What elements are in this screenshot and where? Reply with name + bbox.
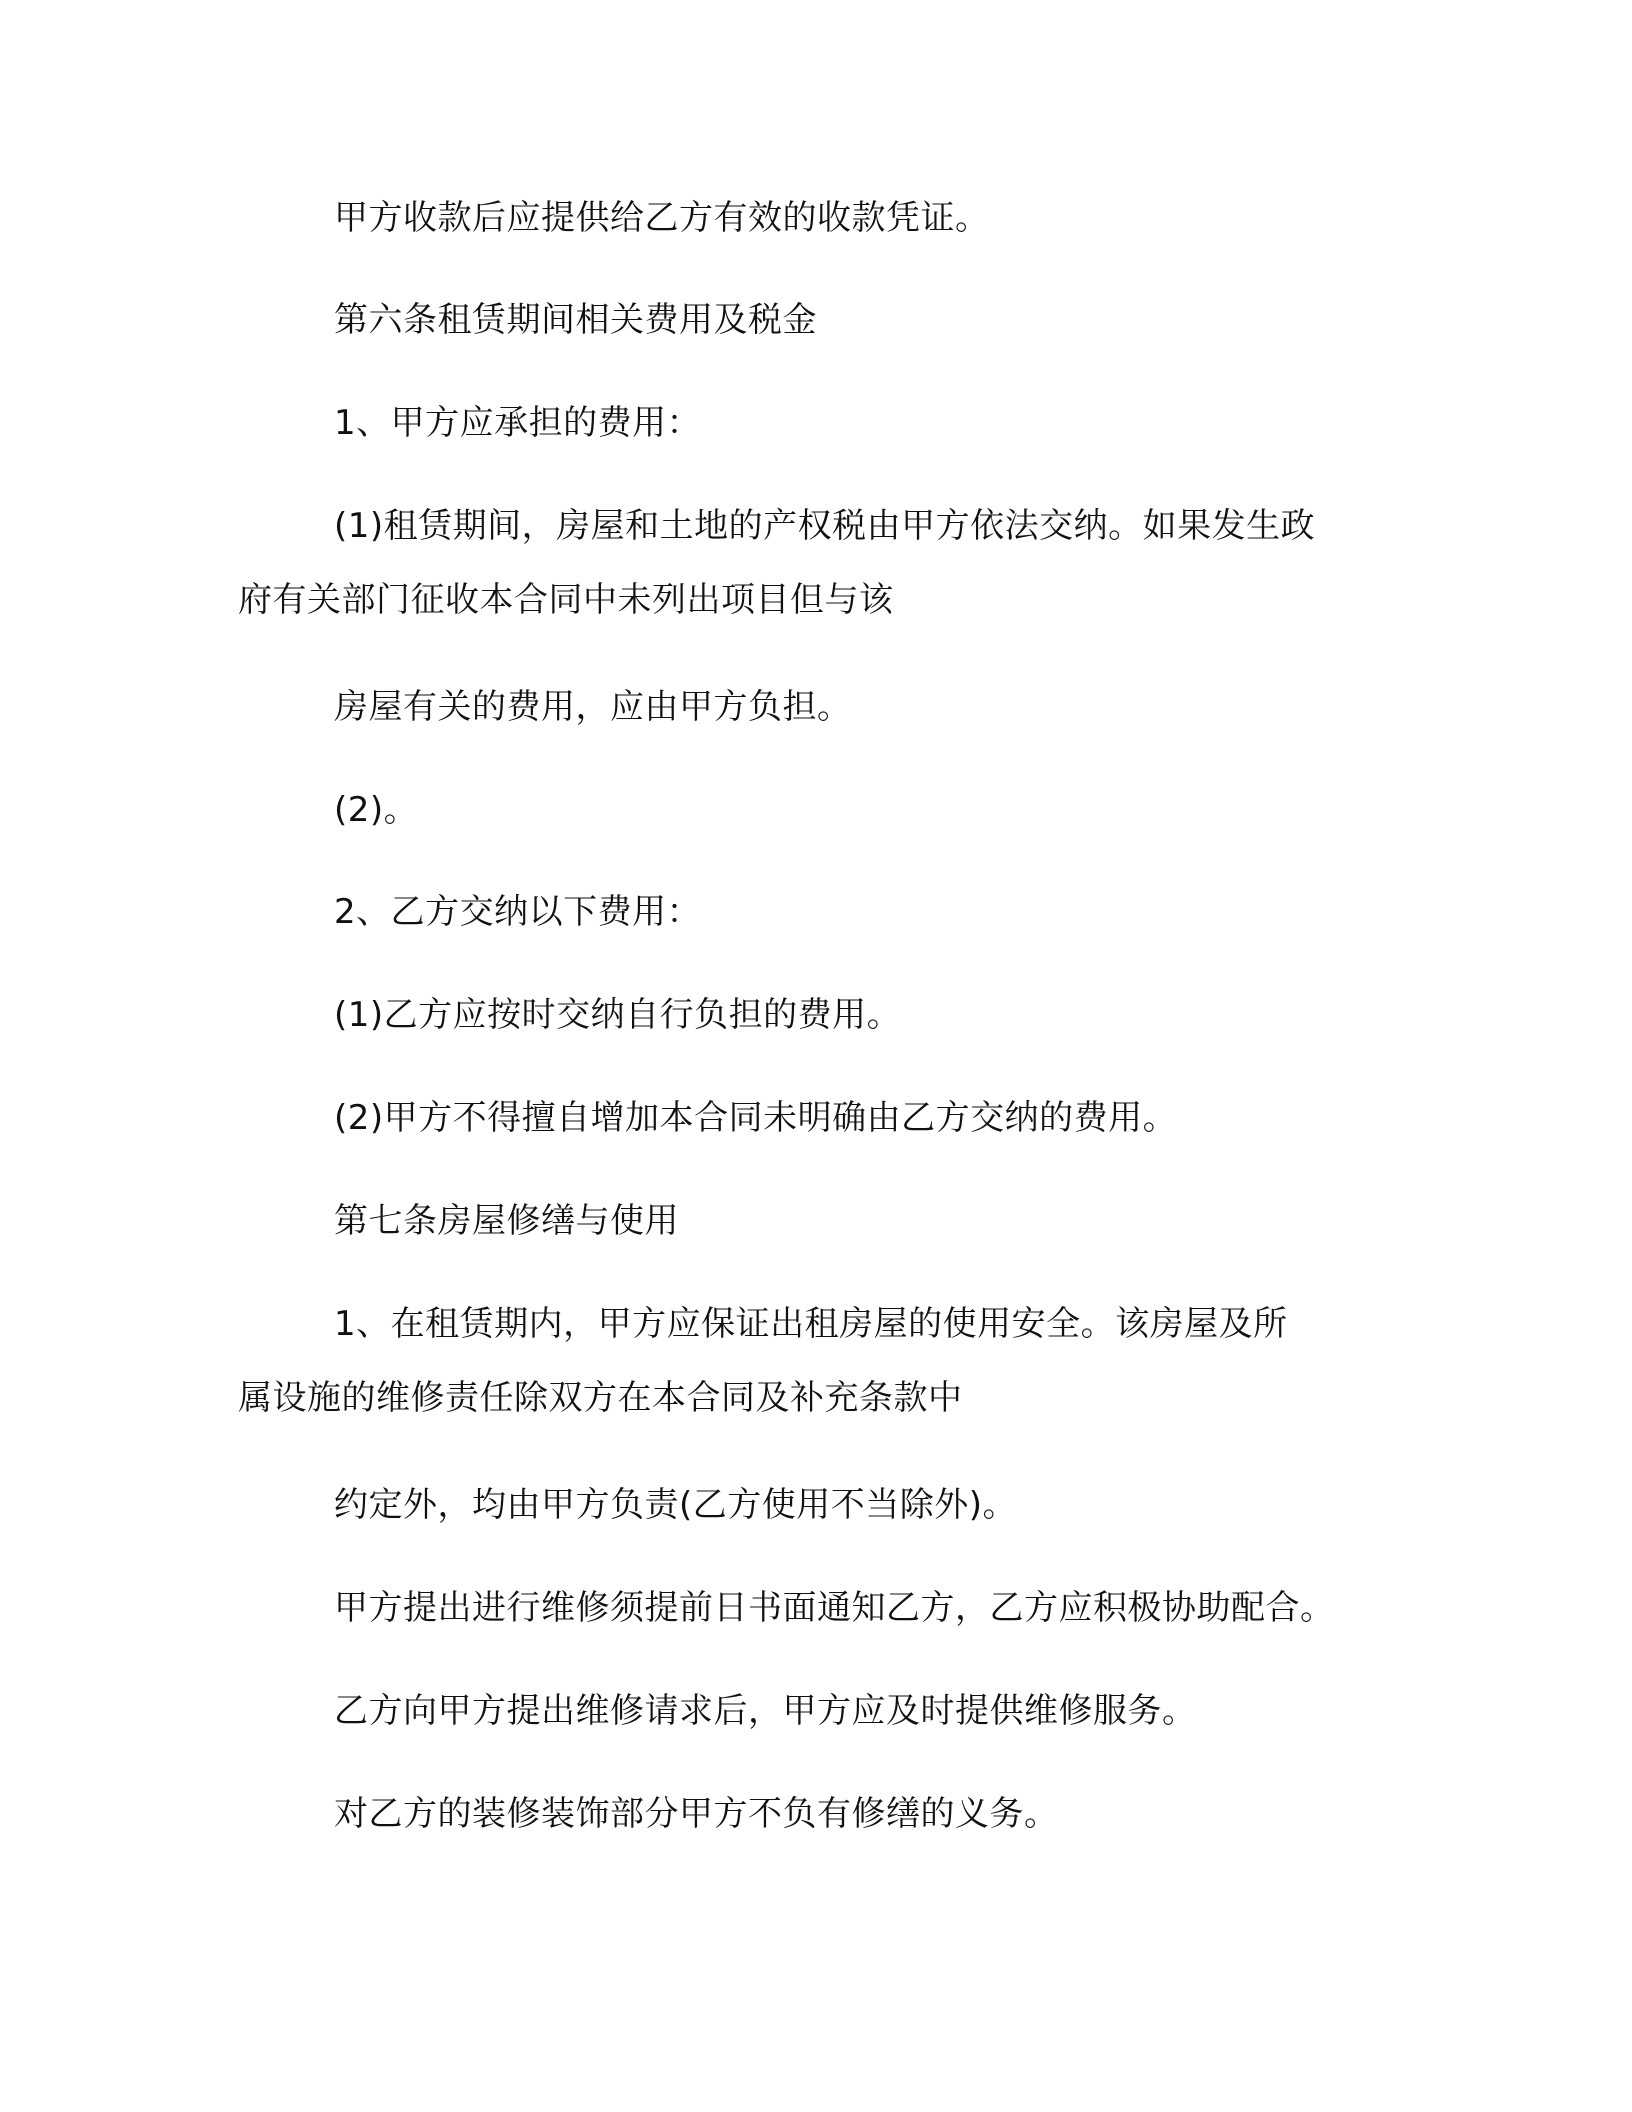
paragraph-line: 甲方收款后应提供给乙方有效的收款凭证。: [334, 198, 990, 238]
paragraph-line: 对乙方的装修装饰部分甲方不负有修缮的义务。: [334, 1794, 1059, 1834]
paragraph-line: 2、乙方交纳以下费用：: [334, 892, 702, 932]
paragraph-line: 1、甲方应承担的费用：: [334, 403, 702, 443]
paragraph-line: 甲方提出进行维修须提前日书面通知乙方，乙方应积极协助配合。: [334, 1588, 1335, 1628]
paragraph-line: 乙方向甲方提出维修请求后，甲方应及时提供维修服务。: [334, 1691, 1197, 1731]
paragraph-line: 1、在租赁期内，甲方应保证出租房屋的使用安全。该房屋及所: [334, 1304, 1288, 1344]
paragraph-line: (1)租赁期间，房屋和土地的产权税由甲方依法交纳。如果发生政: [334, 506, 1316, 546]
paragraph-line: (1)乙方应按时交纳自行负担的费用。: [334, 995, 902, 1035]
paragraph-line: 属设施的维修责任除双方在本合同及补充条款中: [238, 1378, 963, 1418]
section-heading: 第七条房屋修缮与使用: [334, 1201, 679, 1241]
paragraph-line: (2)甲方不得擅自增加本合同未明确由乙方交纳的费用。: [334, 1098, 1178, 1138]
section-heading: 第六条租赁期间相关费用及税金: [334, 300, 817, 340]
paragraph-line: 府有关部门征收本合同中未列出项目但与该: [238, 580, 894, 620]
paragraph-line: 房屋有关的费用，应由甲方负担。: [334, 687, 852, 727]
paragraph-line: (2)。: [334, 790, 419, 830]
paragraph-line: 约定外，均由甲方负责(乙方使用不当除外)。: [334, 1485, 1018, 1525]
